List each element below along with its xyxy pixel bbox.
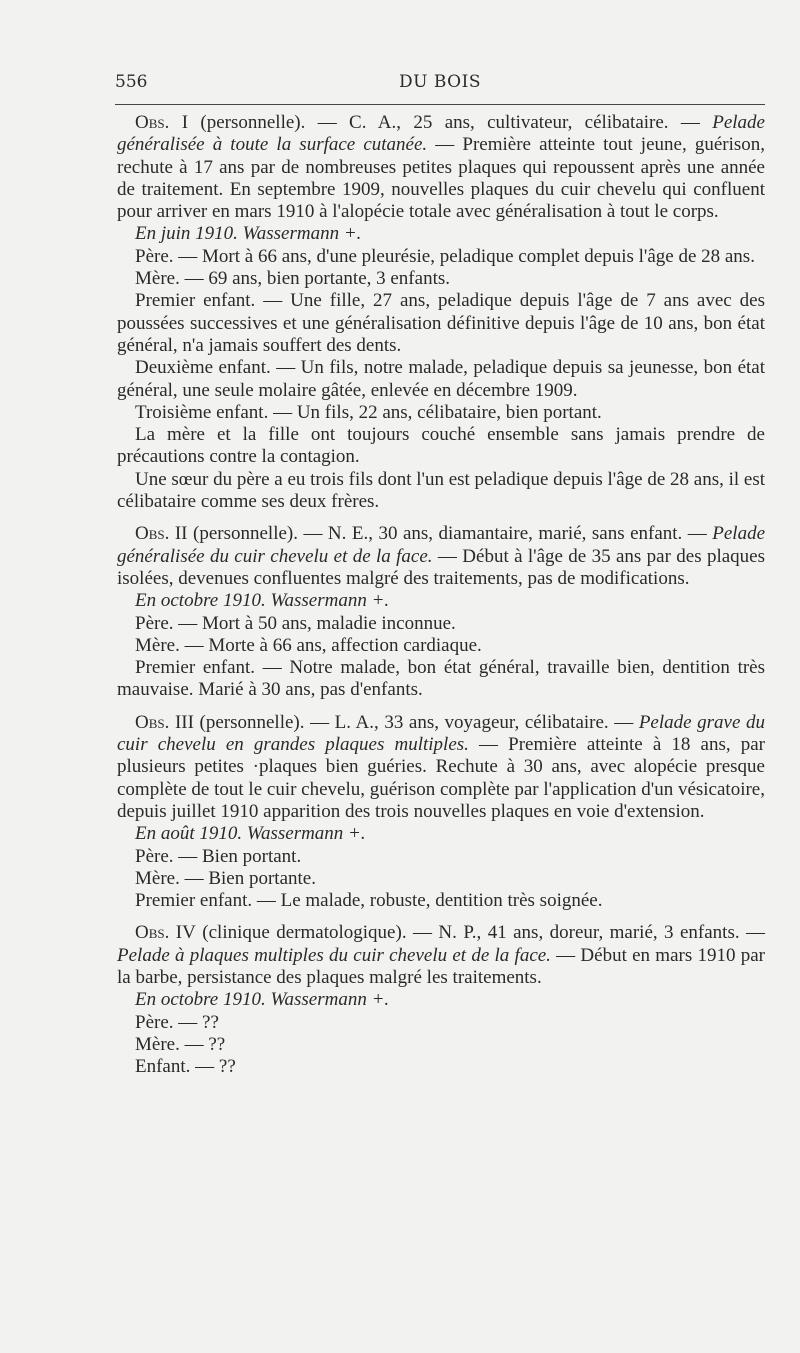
obs-1-mother: Mère. — 69 ans, bien portante, 3 enfants. (135, 268, 450, 290)
obs-3-wassermann: En août 1910. Wassermann +. (135, 823, 366, 845)
obs-4-intro: (clinique dermatologique). — N. P., 41 ans, doreur, marié, 3 enfants. — (202, 922, 766, 944)
obs-1-wassermann: En juin 1910. Wassermann +. (135, 223, 362, 245)
obs-1-intro: (personnelle). — C. A., 25 ans, cultivateur, célibataire. — (200, 112, 713, 133)
obs-4-father: Père. — ?? (135, 1011, 219, 1033)
obs-3-mother: Mère. — Bien portante. (135, 867, 316, 889)
obs-3-intro: (personnelle). — L. A., 33 ans, voyageur, célibataire. — (199, 711, 639, 733)
obs-1-history: — Première atteinte tout jeune, guérison, rechute à 17 ans par de nombreuses petites plaques qui repoussent après une année de traitement. En septembre 1909, nouvelles plaques du cuir chevelu qui confluent pour arriver en mars 1910 à l'alopécie totale avec généralisation à tout le corps. (117, 134, 765, 223)
obs-4-diagnosis: Pelade à plaques multiples du cuir chevelu et de la face. (117, 944, 551, 966)
obs-1-father: Père. — Mort à 66 ans, d'une pleurésie, peladique complet depuis l'âge de 28 ans. (135, 245, 755, 267)
obs-3-heading-paragraph (117, 712, 765, 823)
obs-4-mother: Mère. — ?? (135, 1033, 226, 1055)
obs-2-father: Père. — Mort à 50 ans, maladie inconnue. (135, 612, 456, 634)
obs-2-wassermann: En octobre 1910. Wassermann +. (135, 590, 390, 612)
running-title: DU BOIS (399, 72, 481, 92)
obs-3-label: Obs. III (135, 711, 194, 733)
obs-3-father: Père. — Bien portant. (135, 845, 302, 867)
obs-3-history: — Première atteinte à 18 ans, par plusieurs petites ·plaques bien guéries. Rechute à 30 ans, avec alopécie presque complète de tout le cuir chevelu, guérison complète par l'application d'un vésicatoire, depuis juillet 1910 apparition des trois nouvelles plaques en voie d'extension. (117, 734, 765, 822)
obs-1-heading-paragraph (117, 112, 765, 223)
obs-4-history: — Début en mars 1910 par la barbe, persistance des plaques malgré les traitements. (117, 944, 765, 988)
obs-4-wassermann: En octobre 1910. Wassermann +. (135, 989, 390, 1011)
obs-2-child-1: Premier enfant. — Notre malade, bon état général, travaille bien, dentition très mauvaise. Marié à 30 ans, pas d'enfants. (117, 657, 765, 701)
obs-1-note-2: Une sœur du père a eu trois fils dont l'un est peladique depuis l'âge de 28 ans, il est célibataire comme ses deux frères. (117, 468, 766, 513)
obs-4-child: Enfant. — ?? (135, 1056, 236, 1078)
obs-1-label: Obs. I (135, 112, 189, 133)
obs-2-heading-paragraph (117, 523, 765, 590)
obs-2-label: Obs. II (135, 523, 188, 545)
obs-4-heading-paragraph (117, 922, 765, 989)
obs-1-child-1: Premier enfant. — Une fille, 27 ans, peladique depuis l'âge de 7 ans avec des poussées successives et une généralisation définitive depuis l'âge de 10 ans, bon état général, n'a jamais souffert des dents. (117, 290, 765, 356)
obs-2-diagnosis: Pelade généralisée du cuir chevelu et de la face. (117, 523, 766, 567)
obs-1-child-3: Troisième enfant. — Un fils, 22 ans, célibataire, bien portant. (135, 401, 602, 423)
obs-1-child-2: Deuxième enfant. — Un fils, notre malade, peladique depuis sa jeunesse, bon état général, une seule molaire gâtée, enlevée en décembre 1909. (117, 357, 765, 401)
obs-1-diagnosis: Pelade généralisée à toute la surface cutanée. (117, 112, 765, 156)
obs-2-intro: (personnelle). — N. E., 30 ans, diamantaire, marié, sans enfant. — (193, 523, 713, 545)
obs-4-label: Obs. IV (135, 922, 196, 944)
page-number: 556 (115, 72, 148, 92)
page-body (117, 112, 765, 1078)
page-header (115, 70, 765, 96)
obs-1-note-1: La mère et la fille ont toujours couché ensemble sans jamais prendre de précautions contre la contagion. (117, 424, 765, 468)
header-rule (115, 104, 765, 105)
obs-2-mother: Mère. — Morte à 66 ans, affection cardiaque. (135, 634, 482, 656)
obs-2-history: — Début à l'âge de 35 ans par des plaques isolées, devenues confluentes malgré des traitements, pas de modifications. (117, 545, 766, 589)
obs-3-child-1: Premier enfant. — Le malade, robuste, dentition très soignée. (135, 890, 603, 912)
obs-3-diagnosis: Pelade grave du cuir chevelu en grandes plaques multiples. (117, 711, 765, 756)
